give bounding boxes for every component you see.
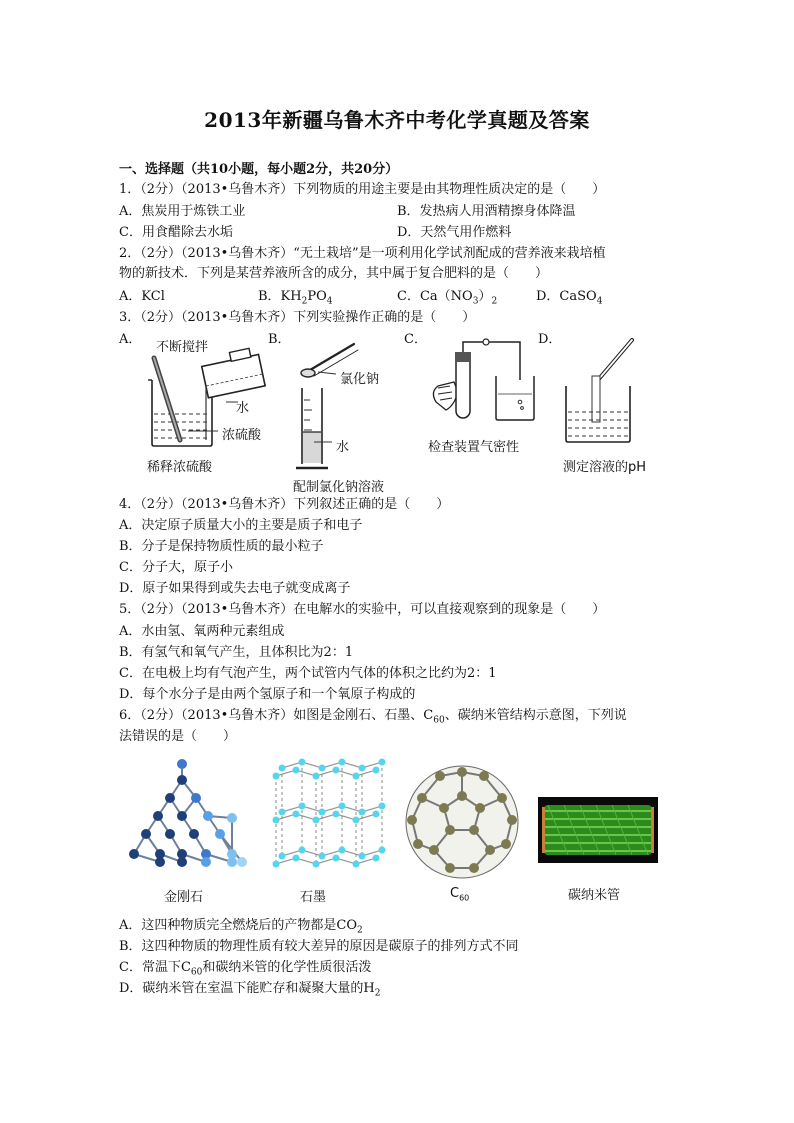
- q5-stem: 5．（2分）（2013•乌鲁木齐）在电解水的实验中，可以直接观察到的现象是（ ）: [119, 602, 606, 617]
- q4-option-d: D．原子如果得到或失去电子就变成离子: [119, 581, 351, 596]
- q3-a-water-label: 水: [236, 401, 250, 416]
- graphite-structure-figure: [262, 758, 392, 878]
- q1-stem: 1．（2分）（2013•乌鲁木齐）下列物质的用途主要是由其物理性质决定的是（ ）: [119, 182, 606, 197]
- q2-option-b: B．$KH_2PO_4$: [258, 289, 333, 307]
- caption-diamond: 金刚石: [164, 890, 204, 905]
- c60-structure-figure: [400, 762, 524, 882]
- q4-option-c: C．分子大，原子小: [119, 560, 233, 575]
- q3-c-caption: 检查装置气密性: [428, 440, 520, 455]
- q3-label-b: B．: [268, 332, 291, 347]
- q3-label-d: D．: [538, 332, 562, 347]
- q4-option-b: B．分子是保持物质性质的最小粒子: [119, 539, 324, 554]
- q3-a-caption: 稀释浓硫酸: [147, 460, 213, 475]
- q2-stem-line1: 2．（2分）（2013•乌鲁木齐）“无土栽培”是一项利用化学试剂配成的营养液来栽培植: [119, 246, 606, 261]
- q4-option-a: A．决定原子质量大小的主要是质子和电子: [119, 518, 363, 533]
- q1-option-b: B．发热病人用酒精擦身体降温: [397, 204, 576, 219]
- q2-stem-line2: 物的新技术．下列是某营养液所含的成分，其中属于复合肥料的是（ ）: [119, 266, 549, 281]
- q3-a-acid-label: 浓硫酸: [222, 428, 262, 443]
- q3-stem: 3．（2分）（2013•乌鲁木齐）下列实验操作正确的是（ ）: [119, 310, 476, 325]
- caption-graphite: 石墨: [300, 890, 327, 905]
- q1-option-a: A．焦炭用于炼铁工业: [119, 204, 246, 219]
- q6-option-b: B．这四种物质的物理性质有较大差异的原因是碳原子的排列方式不同: [119, 939, 519, 954]
- nanotube-structure-figure: [538, 797, 658, 863]
- q1-option-d: D．天然气用作燃料: [397, 225, 512, 240]
- q5-option-d: D．每个水分子是由两个氢原子和一个氧原子构成的: [119, 687, 416, 702]
- q3-d-caption: 测定溶液的pH: [563, 460, 647, 475]
- page-title: 2013年新疆乌鲁木齐中考化学真题及答案: [204, 108, 590, 132]
- q3-label-a: A．: [119, 332, 142, 347]
- q2-option-a: A．KCl: [119, 289, 165, 304]
- q1-option-c: C．用食醋除去水垢: [119, 225, 233, 240]
- q6-stem-line1: 6．（2分）（2013•乌鲁木齐）如图是金刚石、石墨、$C_{60}$、碳纳米管结构示意图，下列说: [119, 708, 627, 726]
- q3-b-water-label: 水: [336, 440, 350, 455]
- q5-option-b: B．有氢气和氧气产生，且体积比为2：1: [119, 645, 354, 660]
- q6-option-d: D．碳纳米管在室温下能贮存和凝聚大量的$H_2$: [119, 981, 381, 999]
- q2-option-d: D．CaSO$_4$: [536, 289, 603, 307]
- q3-figure-b: [292, 336, 392, 476]
- q3-label-c: C．: [404, 332, 427, 347]
- q2-option-c: C．$Ca(NO_3)_2$: [397, 289, 498, 307]
- q4-stem: 4．（2分）（2013•乌鲁木齐）下列叙述正确的是（ ）: [119, 497, 450, 512]
- q3-b-caption: 配制氯化钠溶液: [293, 480, 385, 495]
- diamond-structure-figure: [120, 758, 250, 878]
- caption-nanotube: 碳纳米管: [568, 888, 621, 903]
- caption-c60: $C_{60}$: [450, 886, 470, 903]
- q3-figure-d: [560, 336, 660, 448]
- section-heading: 一、选择题（共10小题，每小题2分，共20分）: [119, 162, 399, 177]
- q6-option-c: C．常温下$C_{60}$和碳纳米管的化学性质很活泼: [119, 960, 372, 978]
- q3-figure-c: [424, 336, 544, 436]
- q5-option-c: C．在电极上均有气泡产生，两个试管内气体的体积之比约为2：1: [119, 666, 497, 681]
- q3-a-stir-label: 不断搅拌: [156, 340, 209, 355]
- q3-b-salt-label: 氯化钠: [340, 372, 380, 387]
- q6-stem-line2: 法错误的是（ ）: [119, 729, 237, 744]
- q6-option-a: A．这四种物质完全燃烧后的产物都是$CO_2$: [119, 918, 363, 936]
- q5-option-a: A．水由氢、氧两种元素组成: [119, 624, 285, 639]
